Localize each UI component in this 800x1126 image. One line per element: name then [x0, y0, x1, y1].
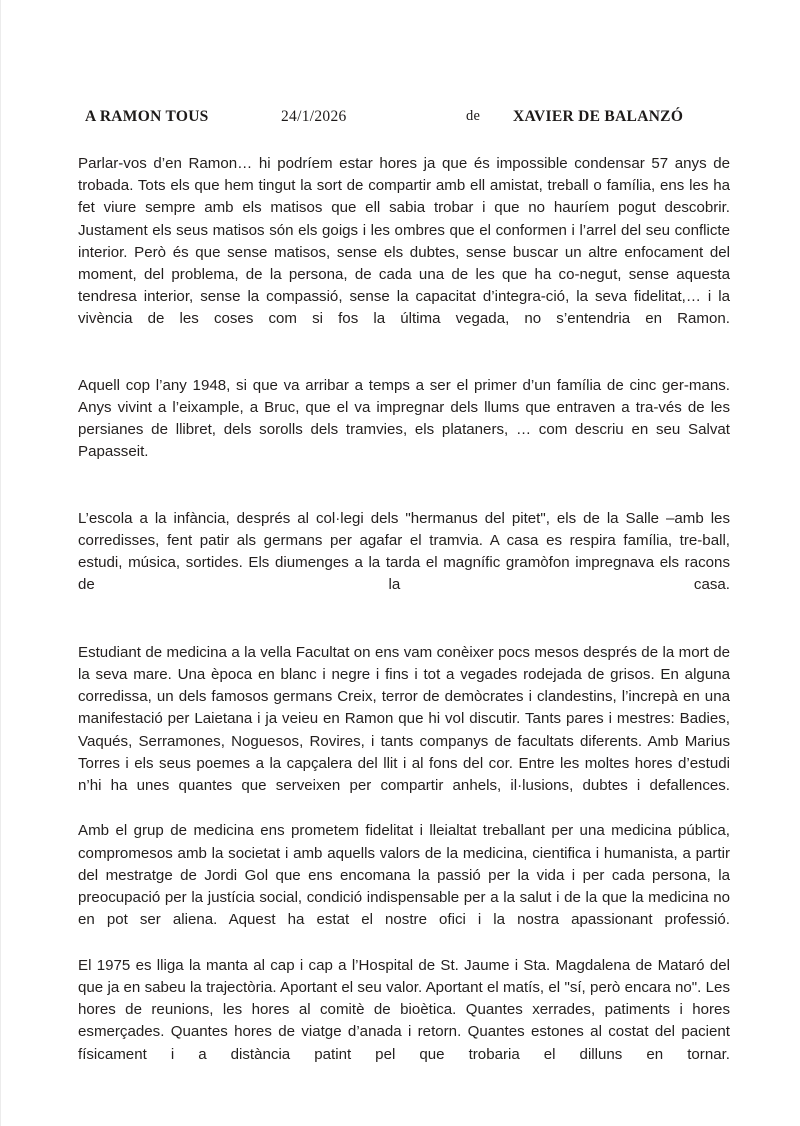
paragraph-2: Aquell cop l’any 1948, si que va arribar a temps a ser el primer d’un família de cinc ger-mans. Anys vivint a l’eixample, a Bruc, que el va impregnar dels llums que entraven a tra-vés de les persianes de llibret, dels sorolls dels tramvies, els plataners, … com descriu en seu Salvat Papasseit.: [78, 376, 730, 461]
page-left-edge: [0, 0, 1, 1126]
header-author: XAVIER DE BALANZÓ: [513, 108, 684, 125]
document-header-line: [78, 108, 730, 134]
paragraph-1: Parlar-vos d’en Ramon… hi podríem estar hores ja que és impossible condensar 57 anys de trobada. Tots els que hem tingut la sort de compartir amb ell amistat, treball o família, ens les ha fet viure sempre amb els matisos que ell sabia trobar i que no hauríem pogut descobrir. Justament els seus matisos són els goigs i les ombres que el conformen i l’arrel del seu conflicte interior. Però és que sense matisos, sense els dubtes, sense buscar un altre enfocament del moment, del problema, de la persona, de cada una de les que ha co-negut, sense aquesta tendresa interior, sense la compassió, sense la capacitat d’integra-ció, la seva fidelitat,… i la vivència de les coses com si fos la última vegada, no s’entendria en Ramon.: [78, 155, 730, 328]
header-date: 24/1/2026: [281, 108, 347, 125]
paragraph-3: L’escola a la infància, després al col·legi dels "hermanus del pitet", els de la Salle –amb les corredisses, fent patir als germans per agafar el tramvia. A casa es respira família, tre-ball, estudi, música, sortides. Els diumenges a la tarda el magnífic gramòfon impregnava els racons de la casa.: [78, 509, 730, 594]
paragraph-5: Amb el grup de medicina ens prometem fidelitat i lleialtat treballant per una medicina pública, compromesos amb la societat i amb aquells valors de la medicina, cientifica i humanista, a partir del mestratge de Jordi Gol que ens encomana la passió per la vida i per cada persona, la preocupació per la justícia social, condició indispensable per a la salut i de la que la medicina no en pot ser aliena. Aquest ha estat el nostre ofici i la nostra apassionant professió.: [78, 822, 730, 929]
paragraph-6: El 1975 es lliga la manta al cap i cap a l’Hospital de St. Jaume i Sta. Magdalena de Mataró del que ja en sabeu la trajectòria. Aportant el seu valor. Aportant el matís, el "sí, però encara no". Les hores de reunions, les hores al comitè de bioètica. Quantes xerrades, patiments i hores esmerçades. Quantes hores de viatge d’anada i retorn. Quantes estones al costat del pacient físicament i a distància patint pel que trobaria el dilluns en tornar.: [78, 956, 730, 1063]
paragraph-4: Estudiant de medicina a la vella Facultat on ens vam conèixer pocs mesos després de la mort de la seva mare. Una època en blanc i negre i fins i tot a vegades rodejada de grisos. En alguna corredissa, un dels famosos germans Creix, terror de demòcrates i clandestins, l’increpà en una manifestació per Laietana i ja veieu en Ramon que hi vol discutir. Tants pares i mestres: Badies, Vaqués, Serramones, Noguesos, Rovires, i tants companys de facultats diferents. Amb Marius Torres i els seus poemes a la capçalera del llit i al fons del cor. Entre les moltes hores d’estudi n’hi ha unes quantes que serveixen per compartir anhels, il·lusions, dubtes i defallences.: [78, 643, 730, 795]
document-content: [78, 108, 730, 1088]
document-body: [78, 153, 730, 1088]
header-recipient: A RAMON TOUS: [85, 108, 209, 125]
header-preposition: de: [466, 108, 481, 124]
